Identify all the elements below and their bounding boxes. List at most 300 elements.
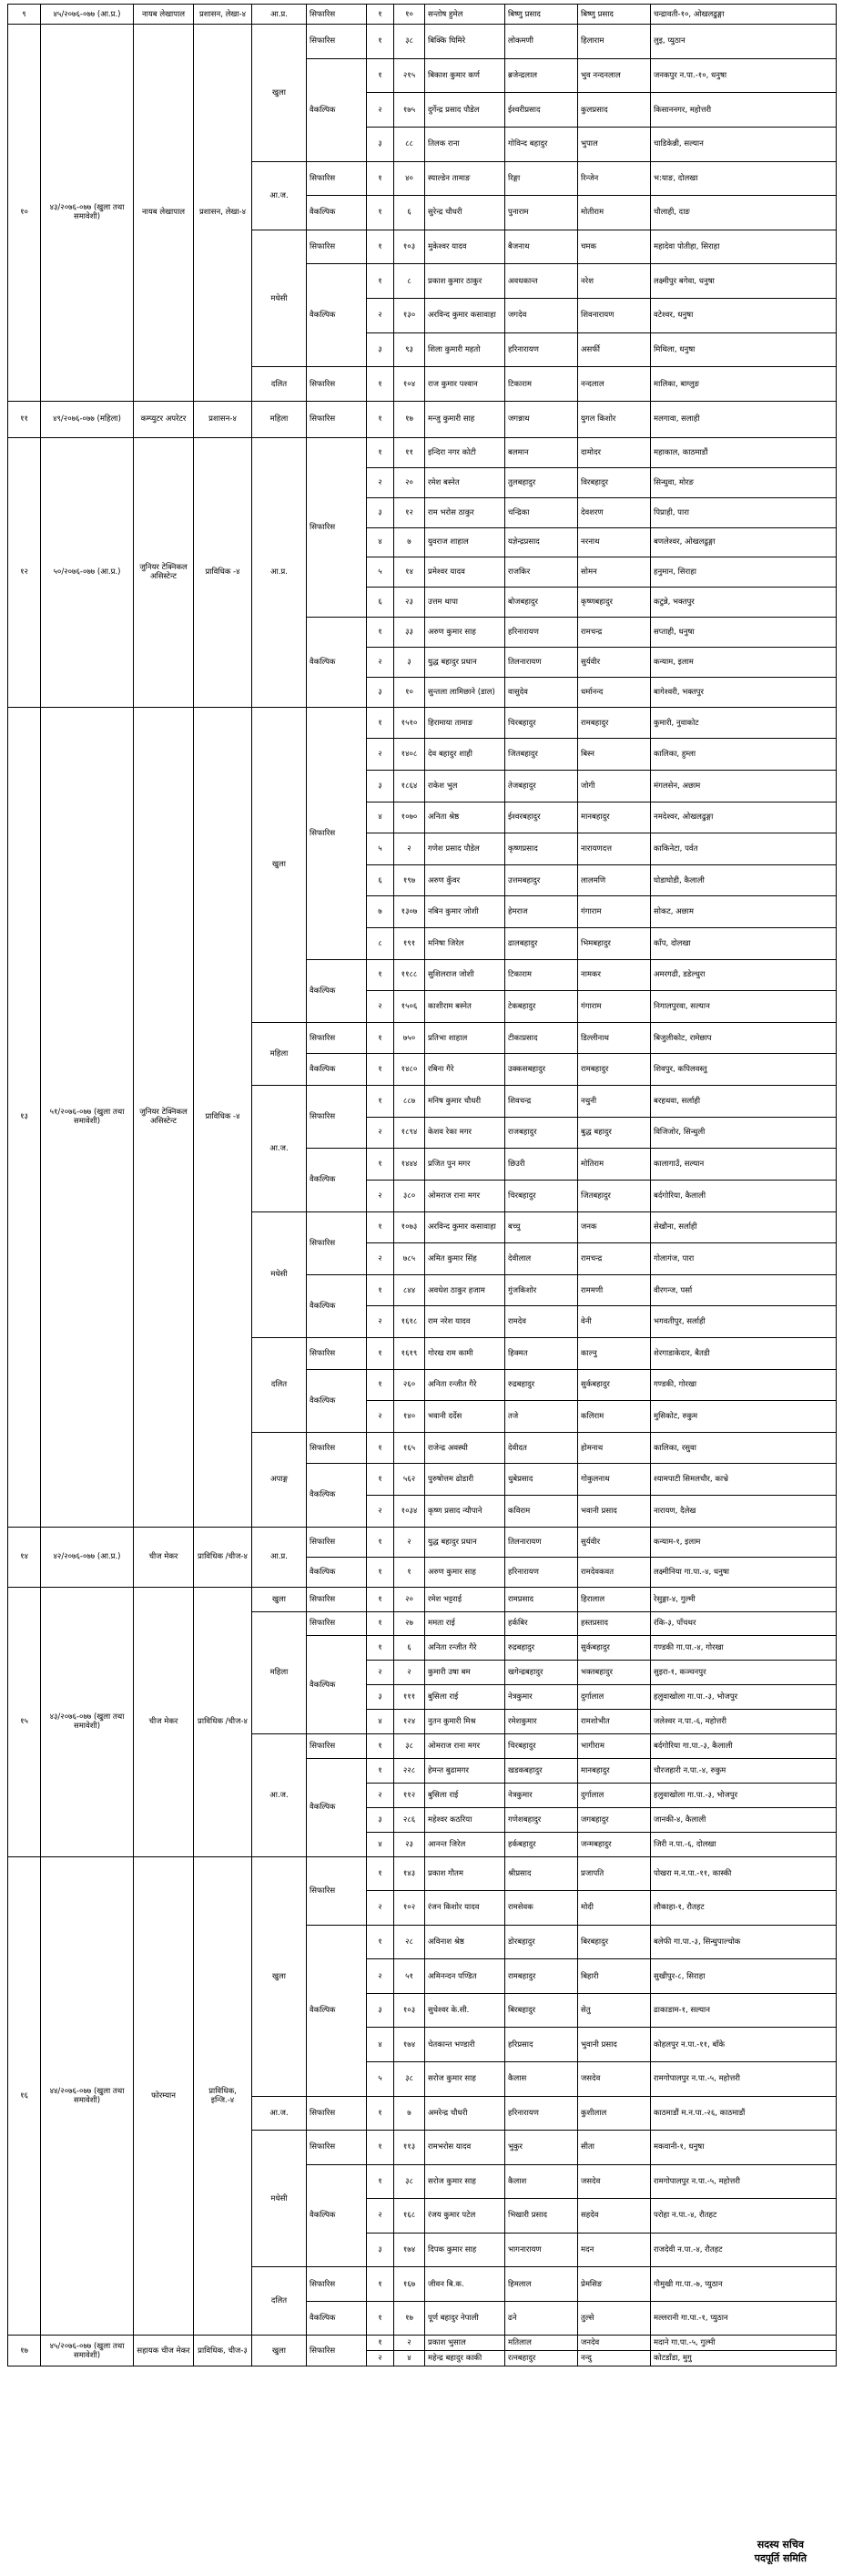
roll-number: ३८ bbox=[394, 2061, 425, 2096]
address: चाडिकेन्नी, सल्यान bbox=[651, 127, 837, 161]
candidate-name: सुधेश्वर के.सी. bbox=[425, 1993, 505, 2028]
roll-number: १४४४ bbox=[394, 1149, 425, 1181]
recommendation-type: सिफारिस bbox=[307, 437, 367, 617]
roll-number: १०७० bbox=[394, 802, 425, 833]
address: पोखरा म.न.पा.-११, कास्की bbox=[651, 1856, 837, 1891]
candidate-serial: ५ bbox=[367, 557, 394, 588]
recommendation-type: वैकल्पिक bbox=[307, 1557, 367, 1587]
address: काकिनेटा, पर्वत bbox=[651, 833, 837, 865]
recommendation-type: सिफारिस bbox=[307, 2131, 367, 2165]
father-name: छिउरी bbox=[505, 1149, 578, 1181]
section-serial: १४ bbox=[8, 1527, 41, 1587]
recommendation-type: वैकल्पिक bbox=[307, 1149, 367, 1211]
candidate-serial: ३ bbox=[367, 332, 394, 367]
roll-number: ११ bbox=[394, 437, 425, 467]
candidate-name: पुरुषोत्तम ढोडारी bbox=[425, 1464, 505, 1496]
address: मकवानी-१, धनुषा bbox=[651, 2131, 837, 2165]
results-table bbox=[7, 4, 837, 2366]
address: कोटडाँडा, मुगु bbox=[651, 2351, 837, 2366]
address: किसाननगर, महोत्तरी bbox=[651, 93, 837, 128]
recommendation-type: वैकल्पिक bbox=[307, 1054, 367, 1086]
grandfather-name: रामचन्द्र bbox=[578, 1243, 651, 1275]
candidate-name: नबिन कुमार जोशी bbox=[425, 896, 505, 928]
father-name: हरिनारायण bbox=[505, 332, 578, 367]
roll-number: २६० bbox=[394, 1369, 425, 1401]
grandfather-name: जसदेव bbox=[578, 2164, 651, 2199]
address: सेखौना, सर्लाही bbox=[651, 1211, 837, 1243]
candidate-name: अरविन्द कुमार कसावाहा bbox=[425, 1211, 505, 1243]
father-name: रमेशकुमार bbox=[505, 1710, 578, 1734]
address: जलेश्वर न.पा.-६, महोत्तरी bbox=[651, 1710, 837, 1734]
candidate-serial: २ bbox=[367, 1495, 394, 1527]
candidate-serial: १ bbox=[367, 230, 394, 264]
candidate-serial: १ bbox=[367, 2131, 394, 2165]
candidate-name: राकेश भुल bbox=[425, 770, 505, 802]
grandfather-name: मदन bbox=[578, 2233, 651, 2267]
father-name: धुबेप्रसाद bbox=[505, 1464, 578, 1496]
quota-group: मधेसी bbox=[252, 230, 307, 367]
grandfather-name: डिल्लीनाथ bbox=[578, 1022, 651, 1054]
grandfather-name: सोमन bbox=[578, 557, 651, 588]
address: बागेश्वरी, भक्तपुर bbox=[651, 677, 837, 707]
father-name: राजकिर bbox=[505, 557, 578, 588]
address: नमदेश्वर, ओखलढुङ्गा bbox=[651, 802, 837, 833]
recommendation-type: सिफारिस bbox=[307, 1527, 367, 1557]
recommendation-type: वैकल्पिक bbox=[307, 2301, 367, 2336]
grandfather-name: भक्तबहादुर bbox=[578, 1661, 651, 1685]
grandfather-name: मानबहादुर bbox=[578, 802, 651, 833]
grandfather-name: तुल्से bbox=[578, 2301, 651, 2336]
roll-number: २३ bbox=[394, 588, 425, 618]
post-name: चीज मेकर bbox=[134, 1527, 194, 1587]
address: मल्लरानी गा.पा.-१, प्युठान bbox=[651, 2301, 837, 2336]
candidate-serial: १ bbox=[367, 401, 394, 437]
advertisement-number: ४३/२०७६-०७७ (खुला तथा समावेशी) bbox=[41, 25, 134, 402]
candidate-serial: १ bbox=[367, 1149, 394, 1181]
grandfather-name: नारायणदत्त bbox=[578, 833, 651, 865]
candidate-name: बुसिला राई bbox=[425, 1685, 505, 1710]
address: गण्डकी, गोरखा bbox=[651, 1369, 837, 1401]
candidate-name: सुरेन्द्र चौधरी bbox=[425, 196, 505, 230]
candidate-serial: १ bbox=[367, 161, 394, 196]
candidate-serial: १ bbox=[367, 25, 394, 59]
father-name: लोकमणी bbox=[505, 25, 578, 59]
father-name: नेत्रकुमार bbox=[505, 1685, 578, 1710]
father-name: जगन्नाथ bbox=[505, 401, 578, 437]
roll-number: १५१० bbox=[394, 707, 425, 739]
candidate-name: रामभरोस यादव bbox=[425, 2131, 505, 2165]
father-name: बच्चु bbox=[505, 1211, 578, 1243]
table-row bbox=[8, 1527, 837, 1557]
candidate-name: बिकाश कुमार कर्ण bbox=[425, 58, 505, 93]
roll-number: २० bbox=[394, 1587, 425, 1611]
quota-group: अपाङ्ग bbox=[252, 1432, 307, 1527]
address: गण्डकी गा.पा.-४, गोरखा bbox=[651, 1636, 837, 1661]
candidate-name: गोरख राम कामी bbox=[425, 1337, 505, 1369]
address: मिथिला, धनुषा bbox=[651, 332, 837, 367]
address: पिप्राही, पारा bbox=[651, 497, 837, 527]
grandfather-name: रामचन्द्र bbox=[578, 618, 651, 648]
roll-number: १४८० bbox=[394, 1054, 425, 1086]
grandfather-name: चमक bbox=[578, 230, 651, 264]
recommendation-type: सिफारिस bbox=[307, 25, 367, 59]
father-name: रामसेवक bbox=[505, 1891, 578, 1926]
signature-block bbox=[755, 2538, 807, 2565]
candidate-serial: २ bbox=[367, 1401, 394, 1433]
candidate-name: महेन्द्र बहादुर काकी bbox=[425, 2351, 505, 2366]
post-name: नायब लेखापाल bbox=[134, 5, 194, 25]
quota-group: महिला bbox=[252, 1022, 307, 1085]
candidate-name: ओमराज राना मगर bbox=[425, 1180, 505, 1211]
roll-number: १०३ bbox=[394, 230, 425, 264]
candidate-name: रमेश बस्नेत bbox=[425, 467, 505, 497]
roll-number: १०७३ bbox=[394, 1211, 425, 1243]
quota-group: खुला bbox=[252, 1587, 307, 1611]
father-name: हर्कबिर bbox=[505, 1611, 578, 1636]
candidate-name: जीवन बि.क. bbox=[425, 2267, 505, 2302]
quota-group: महिला bbox=[252, 401, 307, 437]
candidate-serial: १ bbox=[367, 367, 394, 402]
table-row bbox=[8, 1856, 837, 1891]
candidate-serial: १ bbox=[367, 707, 394, 739]
recommendation-type: सिफारिस bbox=[307, 401, 367, 437]
advertisement-number: ४५/२०७६-०७७ (खुला तथा समावेशी) bbox=[41, 2336, 134, 2366]
candidate-name: युद्ध बहादुर प्रधान bbox=[425, 1527, 505, 1557]
service-group: प्राविधिक /चीज-४ bbox=[194, 1587, 252, 1856]
grandfather-name: नरेश bbox=[578, 264, 651, 299]
recommendation-type: वैकल्पिक bbox=[307, 2164, 367, 2267]
member-secretary-label: सदस्य सचिव bbox=[757, 2539, 804, 2550]
father-name: जगदेव bbox=[505, 299, 578, 333]
roll-number: १० bbox=[394, 5, 425, 25]
roll-number: १२४ bbox=[394, 1710, 425, 1734]
address: नारायण, दैलेख bbox=[651, 1495, 837, 1527]
grandfather-name: सुर्यवीर bbox=[578, 648, 651, 678]
roll-number: ३३ bbox=[394, 618, 425, 648]
father-name: गोविन्द बहादुर bbox=[505, 127, 578, 161]
father-name: टीकाप्रसाद bbox=[505, 1022, 578, 1054]
candidate-serial: २ bbox=[367, 1783, 394, 1807]
address: महाकाल, काठमाडौं bbox=[651, 437, 837, 467]
candidate-name: मनिष कुमार चौधरी bbox=[425, 1086, 505, 1118]
father-name: रत्नबहादुर bbox=[505, 2351, 578, 2366]
address: कालिका, रसुवा bbox=[651, 1432, 837, 1464]
candidate-name: अनिता रन्जीत गैरे bbox=[425, 1636, 505, 1661]
father-name: यज्ञेन्द्रप्रसाद bbox=[505, 527, 578, 557]
address: हनुमान, सिराहा bbox=[651, 557, 837, 588]
table-row bbox=[8, 401, 837, 437]
candidate-name: सुशिलराज जोशी bbox=[425, 959, 505, 991]
roll-number: १४० bbox=[394, 1401, 425, 1433]
candidate-serial: ३ bbox=[367, 497, 394, 527]
candidate-name: इन्दिरा नगर कोटी bbox=[425, 437, 505, 467]
grandfather-name: मोदी bbox=[578, 1891, 651, 1926]
address: लक्ष्मीनिया गा.पा.-४, धनुषा bbox=[651, 1557, 837, 1587]
candidate-name: ममता राई bbox=[425, 1611, 505, 1636]
address: शिवपुर, कपिलवस्तु bbox=[651, 1054, 837, 1086]
recommendation-type: सिफारिस bbox=[307, 230, 367, 264]
grandfather-name: दुर्गालाल bbox=[578, 1783, 651, 1807]
candidate-name: महेश्वर कठरिया bbox=[425, 1807, 505, 1832]
roll-number: १२ bbox=[394, 497, 425, 527]
candidate-serial: १ bbox=[367, 1587, 394, 1611]
quota-group: आ.ज. bbox=[252, 161, 307, 230]
father-name: भुकुर bbox=[505, 2131, 578, 2165]
recommendation-type: सिफारिस bbox=[307, 161, 367, 196]
grandfather-name: दामोदर bbox=[578, 437, 651, 467]
address: घोडाघोडी, कैलाली bbox=[651, 864, 837, 896]
roll-number: १४३ bbox=[394, 1856, 425, 1891]
candidate-serial: १ bbox=[367, 2301, 394, 2336]
quota-group: आ.ज. bbox=[252, 1086, 307, 1211]
father-name: भिखारी प्रसाद bbox=[505, 2199, 578, 2234]
recruitment-committee-label: पदपूर्ति समिति bbox=[754, 2552, 807, 2564]
father-name: हरिनारायण bbox=[505, 2096, 578, 2131]
candidate-serial: १ bbox=[367, 959, 394, 991]
quota-group: दलित bbox=[252, 1337, 307, 1432]
roll-number: १७ bbox=[394, 2301, 425, 2336]
address: लौकाहा-१, रौतहट bbox=[651, 1891, 837, 1926]
service-group: प्राविधिक, चीज-३ bbox=[194, 2336, 252, 2366]
grandfather-name: शिवनारायण bbox=[578, 299, 651, 333]
address: काँप, दोलखा bbox=[651, 928, 837, 960]
grandfather-name: नन्दु bbox=[578, 2351, 651, 2366]
candidate-name: सरोज कुमार साह bbox=[425, 2164, 505, 2199]
candidate-name: प्रकाश भुसाल bbox=[425, 2336, 505, 2351]
advertisement-number: ४९/२०७६-०७७ (महिला) bbox=[41, 401, 134, 437]
candidate-name: पूर्ण बहादुर नेपाली bbox=[425, 2301, 505, 2336]
recommendation-type: वैकल्पिक bbox=[307, 58, 367, 161]
address: बिजुलीकोट, रामेछाप bbox=[651, 1022, 837, 1054]
candidate-name: मन्जु कुमारी साह bbox=[425, 401, 505, 437]
grandfather-name: बुद्ध बहादुर bbox=[578, 1117, 651, 1149]
grandfather-name: रामबहादुर bbox=[578, 707, 651, 739]
address: ढाकाडाम-१, सल्यान bbox=[651, 1993, 837, 2028]
candidate-serial: १ bbox=[367, 1432, 394, 1464]
roll-number: ९३ bbox=[394, 332, 425, 367]
candidate-serial: १ bbox=[367, 1636, 394, 1661]
father-name: नेत्रकुमार bbox=[505, 1783, 578, 1807]
address: वीरगन्ज, पर्सा bbox=[651, 1274, 837, 1306]
address: जनकपुर न.पा.-१०, धनुषा bbox=[651, 58, 837, 93]
grandfather-name: लालमणि bbox=[578, 864, 651, 896]
roll-number: १०२ bbox=[394, 1891, 425, 1926]
candidate-name: दिपक कुमार साह bbox=[425, 2233, 505, 2267]
address: मालिका, बाग्लुङ bbox=[651, 367, 837, 402]
father-name: रामप्रसाद bbox=[505, 1587, 578, 1611]
quota-group: मधेसी bbox=[252, 1211, 307, 1337]
address: सुखीपुर-८, सिराहा bbox=[651, 1959, 837, 1994]
father-name: मतिलाल bbox=[505, 2336, 578, 2351]
father-name: चिरबहादुर bbox=[505, 1180, 578, 1211]
roll-number: १ bbox=[394, 1557, 425, 1587]
address: रामगोपालपुर न.पा.-५, महोत्तरी bbox=[651, 2061, 837, 2096]
candidate-serial: १ bbox=[367, 2267, 394, 2302]
candidate-serial: १ bbox=[367, 1274, 394, 1306]
candidate-serial: १ bbox=[367, 1856, 394, 1891]
grandfather-name: जनक bbox=[578, 1211, 651, 1243]
candidate-name: रबिना गैरे bbox=[425, 1054, 505, 1086]
candidate-name: अरुण कुमार साह bbox=[425, 618, 505, 648]
candidate-serial: १ bbox=[367, 2164, 394, 2199]
recommendation-type: सिफारिस bbox=[307, 367, 367, 402]
father-name: ईश्वरबहादुर bbox=[505, 802, 578, 833]
roll-number: १६१८ bbox=[394, 1306, 425, 1338]
recommendation-type: वैकल्पिक bbox=[307, 1758, 367, 1856]
candidate-name: काशीराम बस्नेत bbox=[425, 991, 505, 1023]
roll-number: २ bbox=[394, 833, 425, 865]
candidate-name: हिरामाया तामाङ bbox=[425, 707, 505, 739]
candidate-name: उत्तम थापा bbox=[425, 588, 505, 618]
roll-number: २३ bbox=[394, 1832, 425, 1856]
roll-number: १०४ bbox=[394, 367, 425, 402]
candidate-serial: २ bbox=[367, 991, 394, 1023]
address: बर्दगोरिया, कैलाली bbox=[651, 1180, 837, 1211]
grandfather-name: गंगाराम bbox=[578, 991, 651, 1023]
address: परोहा न.पा.-४, रौतहट bbox=[651, 2199, 837, 2234]
father-name: तेजबहादुर bbox=[505, 770, 578, 802]
address: महादेवा पोतीहा, सिराहा bbox=[651, 230, 837, 264]
roll-number: २८६ bbox=[394, 1807, 425, 1832]
grandfather-name: मोतीराम bbox=[578, 196, 651, 230]
candidate-serial: ३ bbox=[367, 1807, 394, 1832]
father-name: तिलनारायण bbox=[505, 648, 578, 678]
grandfather-name: हिरालाल bbox=[578, 1587, 651, 1611]
grandfather-name: भागीराम bbox=[578, 1734, 651, 1759]
roll-number: १९७ bbox=[394, 864, 425, 896]
address: चौरजहारी न.पा.-४, रुकुम bbox=[651, 1758, 837, 1783]
candidate-serial: ४ bbox=[367, 2028, 394, 2062]
candidate-serial: २ bbox=[367, 1891, 394, 1926]
advertisement-number: ४३/२०७६-०७७ (खुला तथा समावेशी) bbox=[41, 1587, 134, 1856]
quota-group: आ.ज. bbox=[252, 1734, 307, 1857]
grandfather-name: हस्तप्रसाद bbox=[578, 1611, 651, 1636]
address: बर्दगोरिया गा.पा.-३, कैलाली bbox=[651, 1734, 837, 1759]
address: मदाने गा.पा.-५, गुल्मी bbox=[651, 2336, 837, 2351]
candidate-name: प्रकाश कुमार ठाकुर bbox=[425, 264, 505, 299]
father-name: बोजबहादुर bbox=[505, 588, 578, 618]
roll-number: ६ bbox=[394, 1636, 425, 1661]
candidate-serial: ३ bbox=[367, 2233, 394, 2267]
grandfather-name: प्रेमसिङ bbox=[578, 2267, 651, 2302]
candidate-name: देव बहादुर शाही bbox=[425, 739, 505, 771]
candidate-name: रमेश भट्टराई bbox=[425, 1587, 505, 1611]
candidate-name: अमित कुमार सिंह bbox=[425, 1243, 505, 1275]
candidate-name: राम नरेश यादव bbox=[425, 1306, 505, 1338]
candidate-name: चेतकान्त भण्डारी bbox=[425, 2028, 505, 2062]
grandfather-name: दुर्गालाल bbox=[578, 1685, 651, 1710]
roll-number: १३० bbox=[394, 299, 425, 333]
father-name: कैलास bbox=[505, 2061, 578, 2096]
address: सोकट, अछाम bbox=[651, 896, 837, 928]
candidate-serial: ६ bbox=[367, 864, 394, 896]
grandfather-name: रिन्जेन bbox=[578, 161, 651, 196]
roll-number: १३०७ bbox=[394, 896, 425, 928]
grandfather-name: बिष्णु प्रसाद bbox=[578, 5, 651, 25]
address: चौलाही, दाङ bbox=[651, 196, 837, 230]
father-name: टेकबहादुर bbox=[505, 991, 578, 1023]
grandfather-name: सुर्कबहादुर bbox=[578, 1369, 651, 1401]
candidate-serial: १ bbox=[367, 1925, 394, 1959]
address: हलुवाखोला गा.पा.-३, भोजपुर bbox=[651, 1685, 837, 1710]
recommendation-type: सिफारिस bbox=[307, 1086, 367, 1149]
father-name: कविराम bbox=[505, 1495, 578, 1527]
candidate-name: दुर्गेन्द्र प्रसाद पौडेल bbox=[425, 93, 505, 128]
address: जिरी न.पा.-६, दोलखा bbox=[651, 1832, 837, 1856]
candidate-name: तिलक राना bbox=[425, 127, 505, 161]
candidate-serial: १ bbox=[367, 1086, 394, 1118]
address: गोलागंज, पारा bbox=[651, 1243, 837, 1275]
grandfather-name: भुवानी प्रसाद bbox=[578, 2028, 651, 2062]
grandfather-name: असर्फी bbox=[578, 332, 651, 367]
candidate-name: कृष्ण प्रसाद न्यौपाने bbox=[425, 1495, 505, 1527]
candidate-serial: १ bbox=[367, 618, 394, 648]
candidate-name: अवधेश ठाकुर हजाम bbox=[425, 1274, 505, 1306]
recommendation-type: सिफारिस bbox=[307, 2336, 367, 2366]
roll-number: ७८५ bbox=[394, 1243, 425, 1275]
father-name: देवीलाल bbox=[505, 1243, 578, 1275]
candidate-serial: २ bbox=[367, 1117, 394, 1149]
candidate-serial: १ bbox=[367, 1557, 394, 1587]
advertisement-number: ४४/२०७६-०७७ (खुला तथा समावेशी) bbox=[41, 1856, 134, 2336]
quota-group: दलित bbox=[252, 367, 307, 402]
candidate-name: युद्ध बहादुर प्रधान bbox=[425, 648, 505, 678]
grandfather-name: मानबहादुर bbox=[578, 1758, 651, 1783]
address: कटुन्ने, भक्तपुर bbox=[651, 588, 837, 618]
section-serial: १३ bbox=[8, 707, 41, 1527]
father-name: हरिनारायण bbox=[505, 618, 578, 648]
candidate-name: प्रजित पुन मगर bbox=[425, 1149, 505, 1181]
roll-number: १९१ bbox=[394, 928, 425, 960]
address: गौमुखी गा.पा.-७, प्युठान bbox=[651, 2267, 837, 2302]
address: रंकि-३, पाँचथर bbox=[651, 1611, 837, 1636]
candidate-name: अविनाश श्रेष्ठ bbox=[425, 1925, 505, 1959]
candidate-serial: ३ bbox=[367, 127, 394, 161]
recommendation-type: वैकल्पिक bbox=[307, 1464, 367, 1527]
candidate-serial: १ bbox=[367, 1337, 394, 1369]
grandfather-name: नरनाथ bbox=[578, 527, 651, 557]
recommendation-type: सिफारिस bbox=[307, 1587, 367, 1611]
roll-number: २ bbox=[394, 2336, 425, 2351]
father-name: भागनारायण bbox=[505, 2233, 578, 2267]
recommendation-type: वैकल्पिक bbox=[307, 618, 367, 708]
address: लक्ष्मीपुर बगेवा, धनुषा bbox=[651, 264, 837, 299]
service-group: प्राविधिक -४ bbox=[194, 437, 252, 707]
address: मंगलसेन, अछाम bbox=[651, 770, 837, 802]
candidate-name: गणेश प्रसाद पौडेल bbox=[425, 833, 505, 865]
father-name: ईश्वरीप्रसाद bbox=[505, 93, 578, 128]
table-row bbox=[8, 2336, 837, 2351]
roll-number: २ bbox=[394, 1527, 425, 1557]
grandfather-name: भिमबहादुर bbox=[578, 928, 651, 960]
roll-number: ५६२ bbox=[394, 1464, 425, 1496]
candidate-name: केशव रेका मगर bbox=[425, 1117, 505, 1149]
candidate-serial: ३ bbox=[367, 1993, 394, 2028]
father-name: तुलबहादुर bbox=[505, 467, 578, 497]
recommendation-type: सिफारिस bbox=[307, 2267, 367, 2302]
candidate-serial: ८ bbox=[367, 928, 394, 960]
candidate-serial: २ bbox=[367, 1959, 394, 1994]
candidate-serial: २ bbox=[367, 1243, 394, 1275]
father-name: रिङ्गा bbox=[505, 161, 578, 196]
grandfather-name: गंगाराम bbox=[578, 896, 651, 928]
post-name: जुनियर टेक्निकल असिस्टेन्ट bbox=[134, 707, 194, 1527]
address: अमरगढी, डडेल्धुरा bbox=[651, 959, 837, 991]
address: मुसिकोट, रुकुम bbox=[651, 1401, 837, 1433]
recommendation-type: सिफारिस bbox=[307, 1337, 367, 1369]
candidate-serial: २ bbox=[367, 467, 394, 497]
father-name: तिलनारायण bbox=[505, 1527, 578, 1557]
